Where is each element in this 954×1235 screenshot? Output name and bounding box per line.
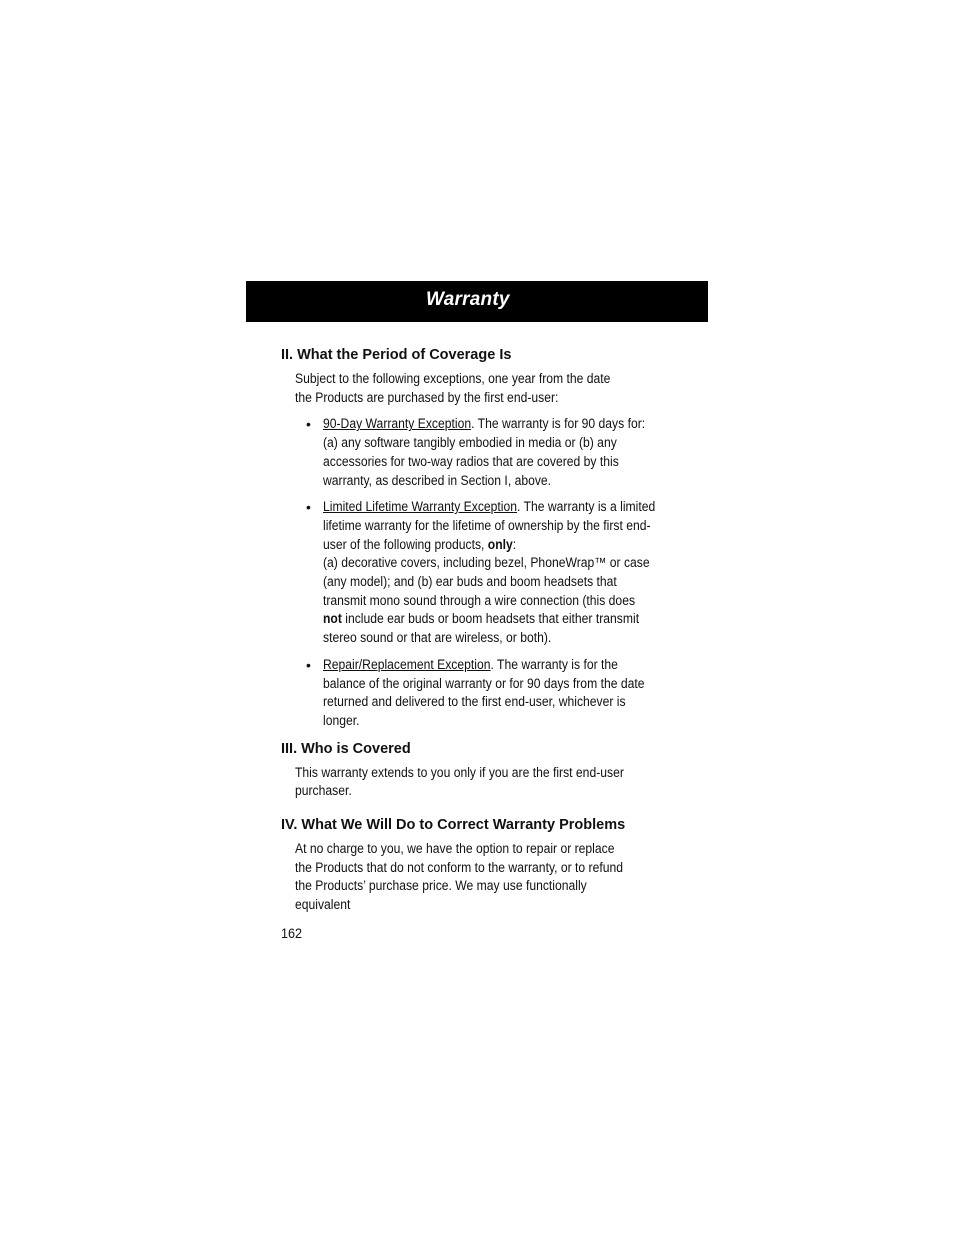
- coverage-intro-paragraph: Subject to the following exceptions, one year from the date the Products are purchased by the first end-user:: [295, 371, 611, 405]
- list-item-text: Repair/Replacement Exception. The warranty is for the balance of the original warranty or for 90 days from the date returned and delivered to the first end-user, whichever is longer.: [323, 656, 645, 728]
- section-title: What the Period of Coverage Is: [297, 347, 512, 363]
- page-content: [281, 345, 661, 915]
- correct-problems-paragraph: At no charge to you, we have the option to repair or replace the Products that do not conform to the warranty, or to refund the Products’ purchase price. We may use functionally equivalent: [295, 841, 624, 913]
- exception-term: Limited Lifetime Warranty Exception: [323, 499, 518, 515]
- emphasis-not: not: [323, 611, 342, 627]
- exception-term: Repair/Replacement Exception: [323, 656, 491, 672]
- section-title: What We Will Do to Correct Warranty Problems: [301, 817, 626, 834]
- section-heading-coverage-period: [281, 345, 661, 365]
- emphasis-only: only: [487, 536, 513, 552]
- section-number: III.: [281, 740, 298, 757]
- section-heading-correct-problems: [281, 815, 661, 835]
- chapter-banner: [246, 281, 708, 322]
- exceptions-list: [281, 415, 661, 730]
- exception-term: 90-Day Warranty Exception: [323, 416, 472, 432]
- section-number: IV.: [281, 817, 298, 834]
- list-item-text: Limited Lifetime Warranty Exception. The warranty is a limited lifetime warranty for the lifetime of ownership by the first end-user of the following products, only: (a) decorative covers, including bezel, PhoneWrap™ or case (any model); and (b) ear buds and boom headsets that transmit mono sound through a wire connection (this does not include ear buds or boom headsets that either transmit stereo sound or that are wireless, or both).: [323, 499, 656, 646]
- section-number: II.: [281, 347, 294, 363]
- who-is-covered-paragraph: This warranty extends to you only if you are the first end-user purchaser.: [295, 764, 624, 799]
- chapter-title: Warranty: [426, 289, 510, 310]
- bullet-icon: •: [306, 656, 311, 673]
- page-number: 162: [281, 925, 303, 941]
- section-title: Who is Covered: [301, 740, 411, 757]
- list-item-text: 90-Day Warranty Exception. The warranty is for 90 days for: (a) any software tangibly embodied in media or (b) any accessories for two-way radios that are covered by this warranty, as described in Section I, above.: [323, 416, 646, 488]
- list-item-repair-exception: [281, 656, 661, 731]
- bullet-icon: •: [306, 499, 311, 516]
- bullet-icon: •: [306, 416, 311, 433]
- section-heading-who-is-covered: [281, 739, 661, 759]
- list-item-90-day-exception: [281, 415, 661, 490]
- list-item-lifetime-exception: [281, 498, 661, 648]
